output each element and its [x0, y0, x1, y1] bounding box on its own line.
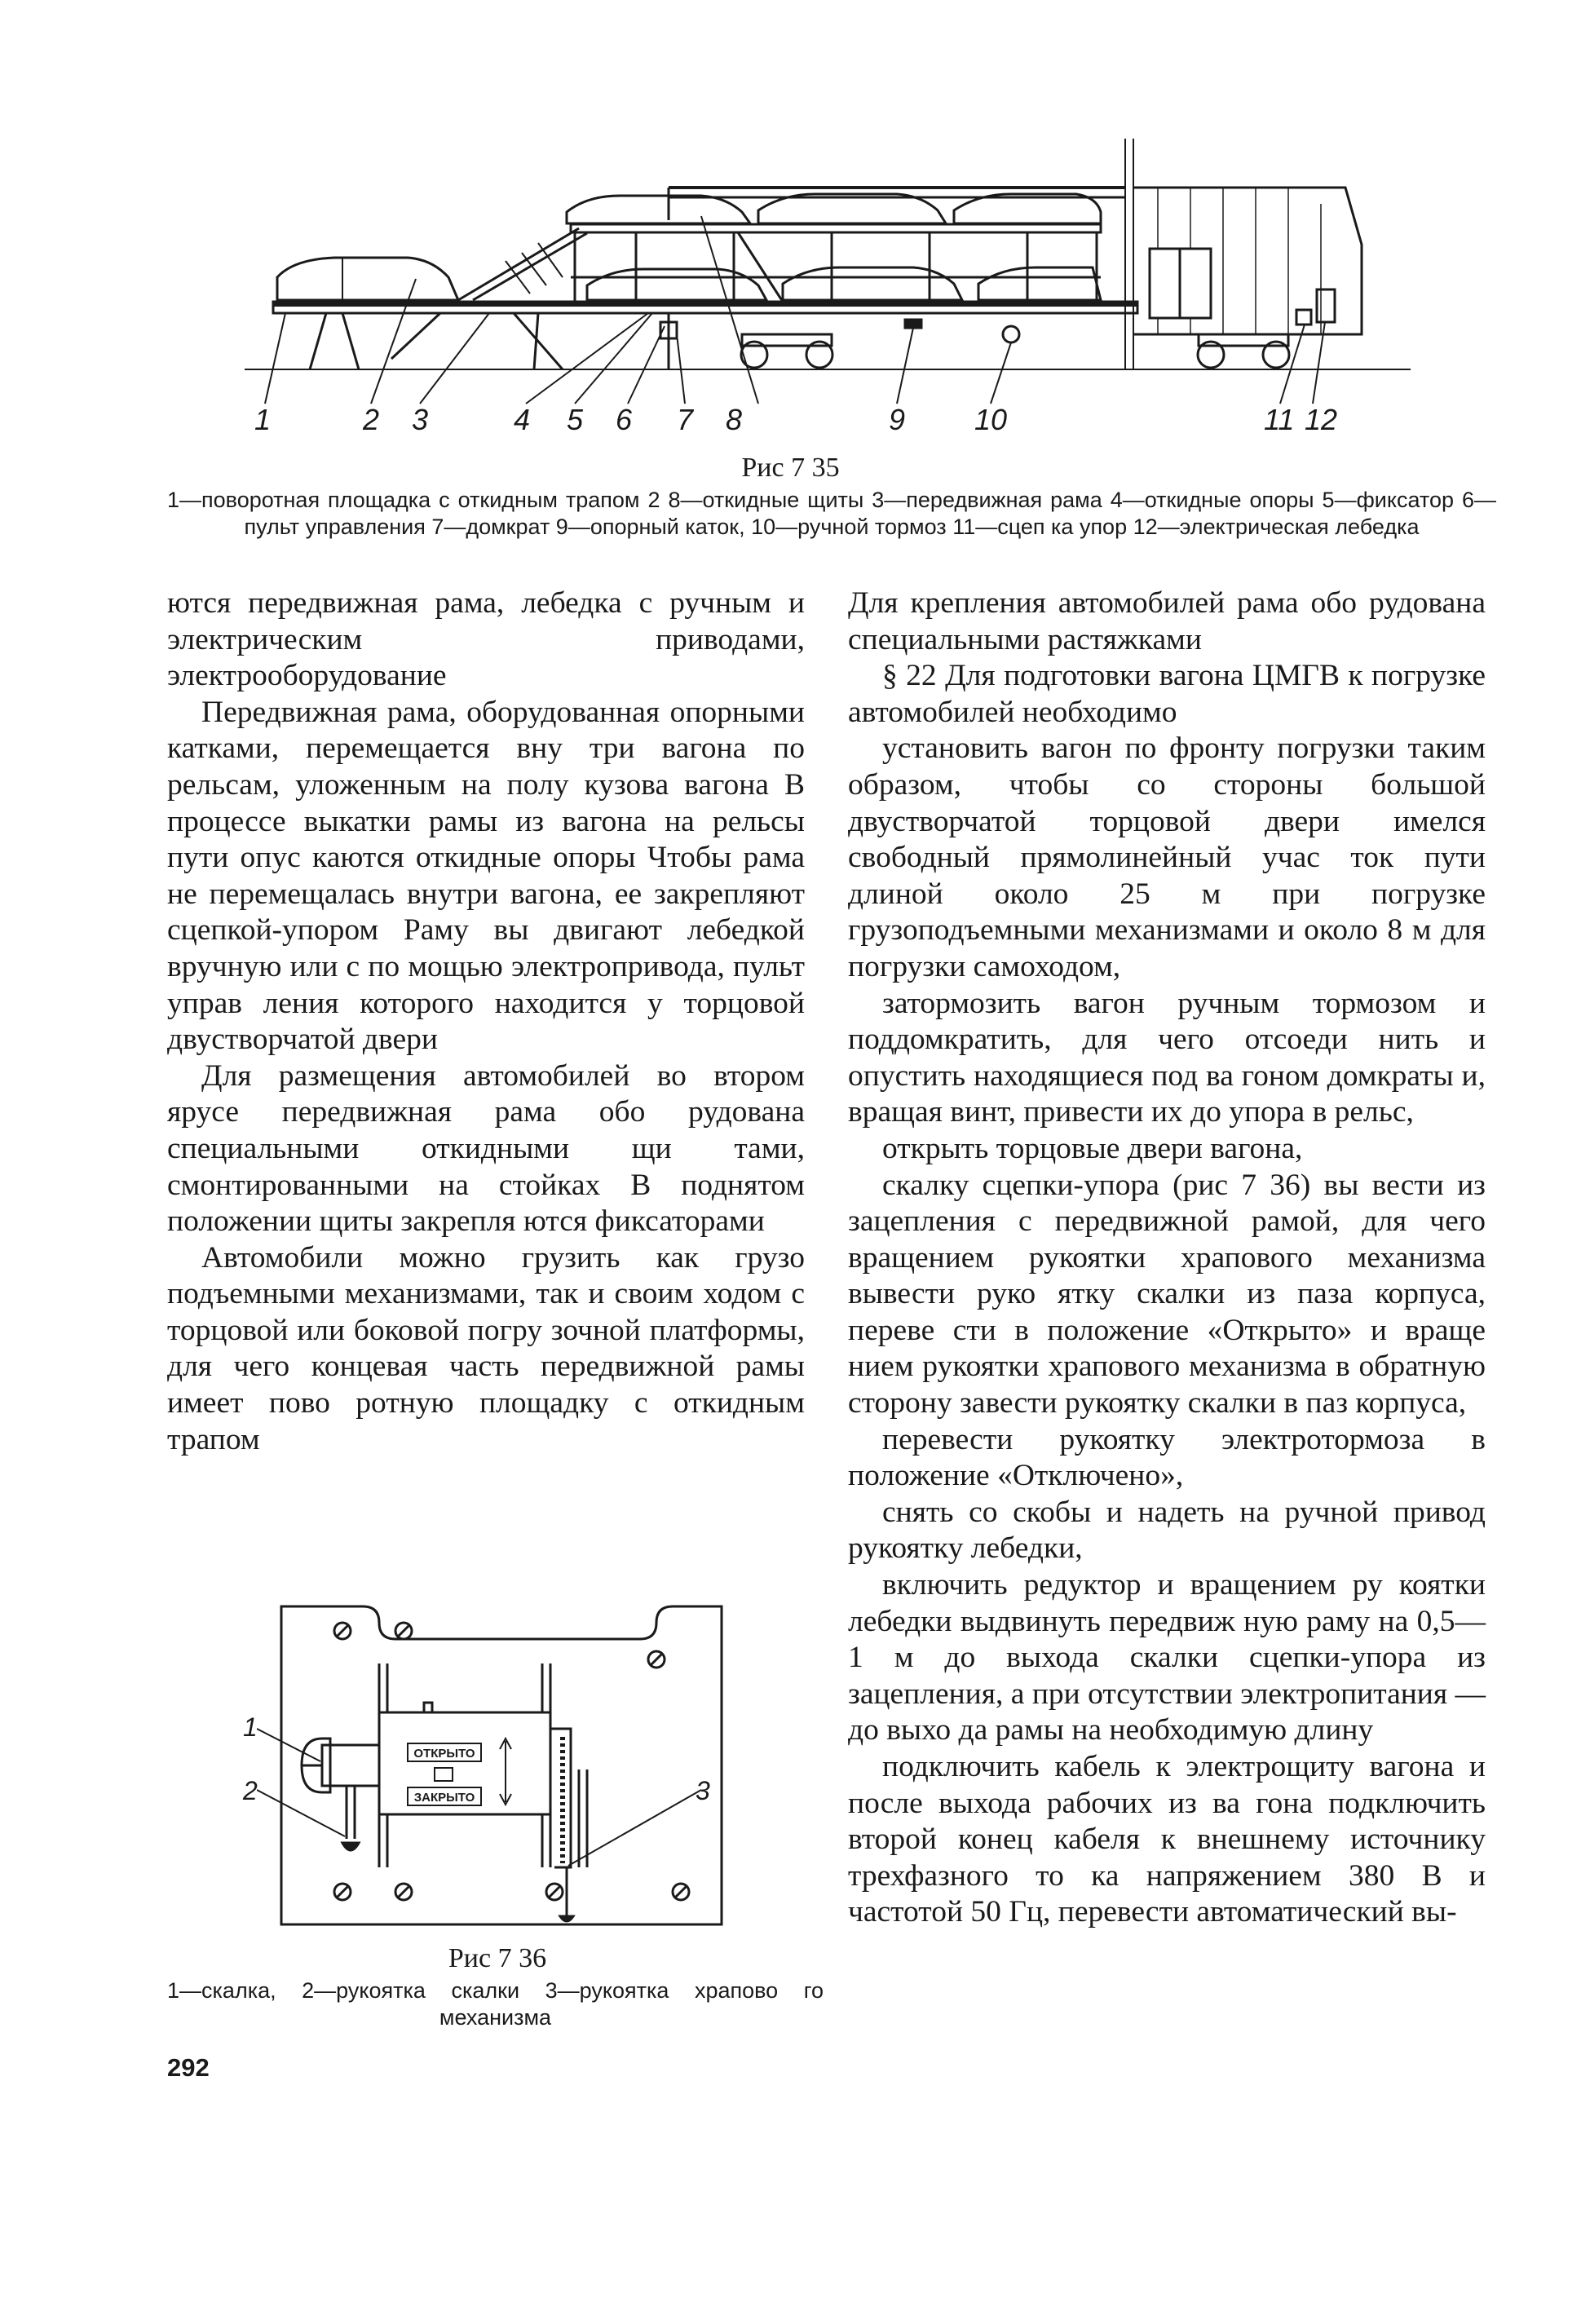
left-paragraph-1: ются передвижная рама, лебедка с ручным и электрическим приводами, электрооборудование — [167, 586, 805, 693]
right-paragraph-3: установить вагон по фронту погрузки таким образом, чтобы со стороны большой двустворчатой торцовой двери имелся свободный прямолинейный учас ток пути длиной около 25 м при погрузке грузоподъемными механизмами и около 8 м для погрузки самоходом, — [848, 731, 1486, 983]
right-paragraph-6: скалку сцепки-упора (рис 7 36) вы вести из зацепления с передвижной рамой, для чего вращением рукоятки храпового механизма вывести руко ятку скалки из паза корпуса, переве сти в положение «Открыто» и враще нием рукоятки храпового механизма в обратную сторону завести рукоятку скалки в паз корпуса, — [848, 1168, 1486, 1420]
figure-7-35-callouts — [245, 398, 1411, 447]
figure-7-36-title: Рис 7 36 — [448, 1943, 547, 1973]
right-paragraph-2: § 22 Для подготовки вагона ЦМГВ к погрузке автомобилей необходимо — [848, 659, 1486, 729]
right-paragraph-4: затормозить вагон ручным тормозом и поддомкратить, для чего отсоеди нить и опустить находящиеся под ва гоном домкраты и, вращая винт, привести их до упора в рельс, — [848, 986, 1486, 1129]
figure-7-35-caption: 1—поворотная площадка с откидным трапом 2 8—откидные щиты 3—передвижная рама 4—откидные опоры 5—фиксатор 6—пульт управления 7—домкрат 9—опорный каток, 10—ручной тормоз 11—сцеп ка упор 12—электрическая лебедка — [167, 488, 1496, 539]
label-open: ОТКРЫТО — [413, 1747, 475, 1761]
fig2-callout-2: 2 — [243, 1776, 258, 1805]
left-paragraph-4: Автомобили можно грузить как грузо подъемными механизмами, так и своим ходом с торцовой или боковой погру зочной платформы, для чего концевая часть передвижной рамы имеет пово ротную площадку с откидным трапом — [167, 1240, 805, 1456]
callout-10: 10 — [974, 403, 1008, 436]
right-paragraph-5: открыть торцовые двери вагона, — [882, 1131, 1303, 1165]
figure-7-36-drawing — [257, 1598, 738, 1941]
coupler-stop-diagram — [257, 1598, 738, 1941]
figure-7-36-caption: 1—скалка, 2—рукоятка скалки 3—рукоятка храпово го механизма — [167, 1978, 824, 2030]
callout-3: 3 — [412, 403, 429, 436]
right-paragraph-7: перевести рукоятку электротормоза в положение «Отключено», — [848, 1422, 1486, 1493]
callout-6: 6 — [616, 403, 633, 436]
right-column — [848, 585, 1486, 1931]
callout-12: 12 — [1305, 403, 1338, 436]
callout-2: 2 — [363, 403, 380, 436]
right-paragraph-8: снять со скобы и надеть на ручной привод рукоятку лебедки, — [848, 1495, 1486, 1566]
callout-9: 9 — [889, 403, 906, 436]
left-paragraph-2: Передвижная рама, оборудованная опорными катками, перемещается вну три вагона по рельсам, уложенным на полу кузова вагона В процессе выкатки рамы из вагона на рельсы пути опус каются откидные опоры Чтобы рама не перемещалась внутри вагона, ее закрепляют сцепкой-упором Раму вы двигают лебедкой вручную или с по мощью электропривода, пульт управ ления которого находится у торцовой двустворчатой двери — [167, 695, 805, 1057]
callout-5: 5 — [567, 403, 584, 436]
left-paragraph-3: Для размещения автомобилей во втором ярусе передвижная рама обо рудована специальными откидными щи тами, смонтированными на стойках В поднятом положении щиты закрепля ются фиксаторами — [167, 1058, 805, 1239]
callout-11: 11 — [1264, 403, 1295, 436]
callout-1: 1 — [254, 403, 272, 436]
left-column — [167, 585, 805, 1458]
callout-4: 4 — [514, 403, 531, 436]
callout-8: 8 — [726, 403, 743, 436]
page-number: 292 — [167, 2053, 210, 2082]
fig2-callout-3: 3 — [696, 1776, 710, 1805]
fig2-callout-1: 1 — [243, 1712, 258, 1742]
right-paragraph-9: включить редуктор и вращением ру коятки лебедки выдвинуть передвиж ную раму на 0,5—1 м до выхода скалки сцепки-упора из зацепления, а при отсутствии электропитания — до выхо да рамы на необходимую длину — [848, 1568, 1486, 1747]
label-closed: ЗАКРЫТО — [413, 1791, 475, 1805]
figure-7-35-title: Рис 7 35 — [741, 453, 840, 483]
right-paragraph-10: подключить кабель к электрощиту вагона и после выхода рабочих из ва гона подключить второй конец кабеля к внешнему источнику трехфазного то ка напряжением 380 В и частотой 50 Гц, перевести автоматический вы- — [848, 1750, 1486, 1929]
right-paragraph-1: Для крепления автомобилей рама обо рудована специальными растяжками — [848, 586, 1486, 656]
callout-7: 7 — [677, 403, 694, 436]
